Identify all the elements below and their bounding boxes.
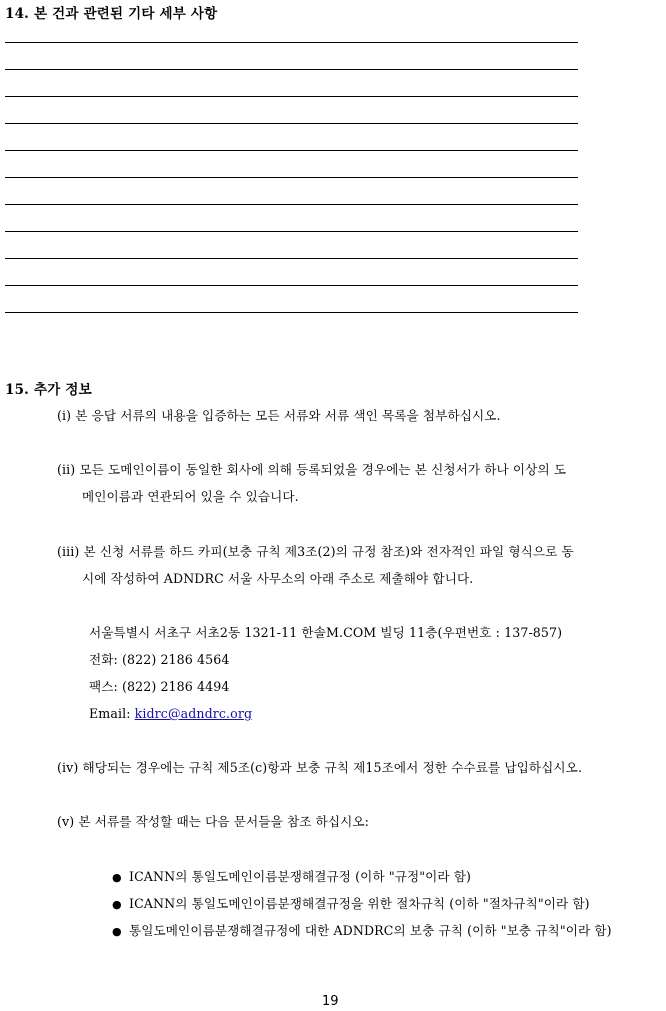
item-iii-line1: (iii) 본 신청 서류를 하드 카피(보충 규칙 제3조(2)의 규정 참조)와 전자적인 파일 형식으로 동 bbox=[57, 544, 574, 559]
phone: 전화: (822) 2186 4564 bbox=[89, 652, 230, 667]
item-i: (i) 본 응답 서류의 내용을 입증하는 모든 서류와 서류 색인 목록을 첨부하십시오. bbox=[57, 408, 501, 423]
bullet-text: ICANN의 통일도메인이름분쟁해결규정 (이하 "규정"이라 함) bbox=[129, 869, 472, 884]
bullet-dot-icon: ● bbox=[112, 925, 122, 938]
item-v: (v) 본 서류를 작성할 때는 다음 문서들을 참조 하십시오: bbox=[57, 814, 369, 829]
email-row bbox=[89, 699, 252, 728]
answer-line bbox=[5, 258, 578, 259]
answer-line bbox=[5, 285, 578, 286]
answer-line bbox=[5, 42, 578, 43]
bullet-item bbox=[112, 862, 471, 892]
item-ii-line2: 메인이름과 연관되어 있을 수 있습니다. bbox=[82, 489, 299, 504]
answer-line bbox=[5, 231, 578, 232]
answer-line bbox=[5, 96, 578, 97]
bullet-dot-icon: ● bbox=[112, 898, 122, 911]
answer-line bbox=[5, 177, 578, 178]
bullet-item bbox=[112, 916, 612, 946]
bullet-text: 통일도메인이름분쟁해결규정에 대한 ADNDRC의 보충 규칙 (이하 "보충 규칙"이라 함) bbox=[129, 923, 612, 938]
page-number: 19 bbox=[322, 994, 339, 1009]
address: 서울특별시 서초구 서초2동 1321-11 한솔M.COM 빌딩 11층(우편번호 : 137-857) bbox=[89, 625, 563, 640]
section-14-heading: 14. 본 건과 관련된 기타 세부 사항 bbox=[5, 6, 218, 22]
email-label: Email: bbox=[89, 706, 131, 721]
fax: 팩스: (822) 2186 4494 bbox=[89, 679, 230, 694]
answer-line bbox=[5, 312, 578, 313]
answer-line bbox=[5, 150, 578, 151]
email-link[interactable]: kidrc@adndrc.org bbox=[134, 706, 253, 721]
answer-line bbox=[5, 69, 578, 70]
bullet-text: ICANN의 통일도메인이름분쟁해결규정을 위한 절차규칙 (이하 "절차규칙"이라 함) bbox=[129, 896, 590, 911]
answer-line bbox=[5, 204, 578, 205]
item-ii-line1: (ii) 모든 도메인이름이 동일한 회사에 의해 등록되었을 경우에는 본 신청서가 하나 이상의 도 bbox=[57, 462, 567, 477]
bullet-item bbox=[112, 889, 590, 919]
bullet-dot-icon: ● bbox=[112, 871, 122, 884]
section-15-heading: 15. 추가 정보 bbox=[5, 382, 92, 398]
answer-line bbox=[5, 123, 578, 124]
item-iii-line2: 시에 작성하여 ADNDRC 서울 사무소의 아래 주소로 제출해야 합니다. bbox=[82, 571, 474, 586]
item-iv: (iv) 해당되는 경우에는 규칙 제5조(c)항과 보충 규칙 제15조에서 정한 수수료를 납입하십시오. bbox=[57, 760, 583, 775]
